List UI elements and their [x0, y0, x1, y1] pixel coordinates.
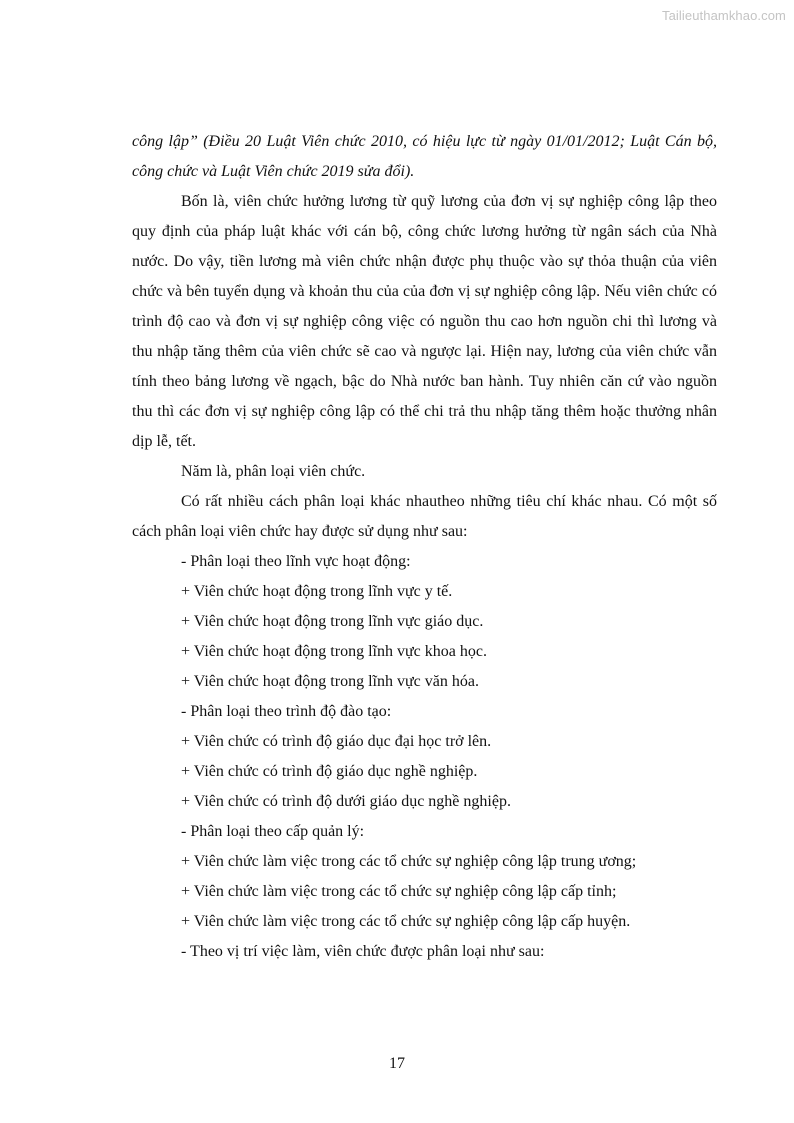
paragraph-classification-heading: Năm là, phân loại viên chức. [181, 463, 366, 480]
list-item: + Viên chức có trình độ dưới giáo dục nghề nghiệp. [181, 793, 511, 810]
list-heading-management: - Phân loại theo cấp quản lý: [181, 823, 365, 840]
list-item: + Viên chức hoạt động trong lĩnh vực y tế. [181, 583, 453, 600]
list-item: + Viên chức làm việc trong các tổ chức sự nghiệp công lập cấp tỉnh; [181, 883, 617, 900]
page-number: 17 [389, 1055, 405, 1072]
list-item: + Viên chức làm việc trong các tổ chức sự nghiệp công lập cấp huyện. [181, 913, 631, 930]
list-item: + Viên chức hoạt động trong lĩnh vực khoa học. [181, 643, 487, 660]
list-item: + Viên chức làm việc trong các tổ chức sự nghiệp công lập trung ương; [181, 853, 637, 870]
paragraph-citation: công lập” (Điều 20 Luật Viên chức 2010, có hiệu lực từ ngày 01/01/2012; Luật Cán bộ, công chức và Luật Viên chức 2019 sửa đổi). [132, 133, 717, 180]
paragraph-classification-intro: Có rất nhiều cách phân loại khác nhautheo những tiêu chí khác nhau. Có một số cách phân loại viên chức hay được sử dụng như sau: [132, 493, 717, 540]
list-item: + Viên chức hoạt động trong lĩnh vực giáo dục. [181, 613, 484, 630]
list-item: + Viên chức hoạt động trong lĩnh vực văn hóa. [181, 673, 479, 690]
list-item: + Viên chức có trình độ giáo dục đại học trở lên. [181, 733, 492, 750]
list-heading-education: - Phân loại theo trình độ đào tạo: [181, 703, 392, 720]
document-body [132, 127, 717, 967]
list-item: + Viên chức có trình độ giáo dục nghề nghiệp. [181, 763, 478, 780]
paragraph-salary: Bốn là, viên chức hưởng lương từ quỹ lương của đơn vị sự nghiệp công lập theo quy định của pháp luật khác với cán bộ, công chức lương hưởng từ ngân sách của Nhà nước. Do vậy, tiền lương mà viên chức nhận được phụ thuộc vào sự thỏa thuận của viên chức và bên tuyển dụng và khoản thu của của đơn vị sự nghiệp công lập. Nếu viên chức có trình độ cao và đơn vị sự nghiệp công việc có nguồn thu cao hơn nguồn chi thì lương và thu nhập tăng thêm của viên chức sẽ cao và ngược lại. Hiện nay, lương của viên chức vẫn tính theo bảng lương về ngạch, bậc do Nhà nước ban hành. Tuy nhiên căn cứ vào nguồn thu thì các đơn vị sự nghiệp công lập có thể chi trả thu nhập tăng thêm hoặc thưởng nhân dịp lễ, tết. [132, 193, 717, 450]
watermark: Tailieuthamkhao.com [661, 8, 786, 23]
list-heading-position: - Theo vị trí việc làm, viên chức được phân loại như sau: [181, 943, 545, 960]
list-heading-field: - Phân loại theo lĩnh vực hoạt động: [181, 553, 411, 570]
